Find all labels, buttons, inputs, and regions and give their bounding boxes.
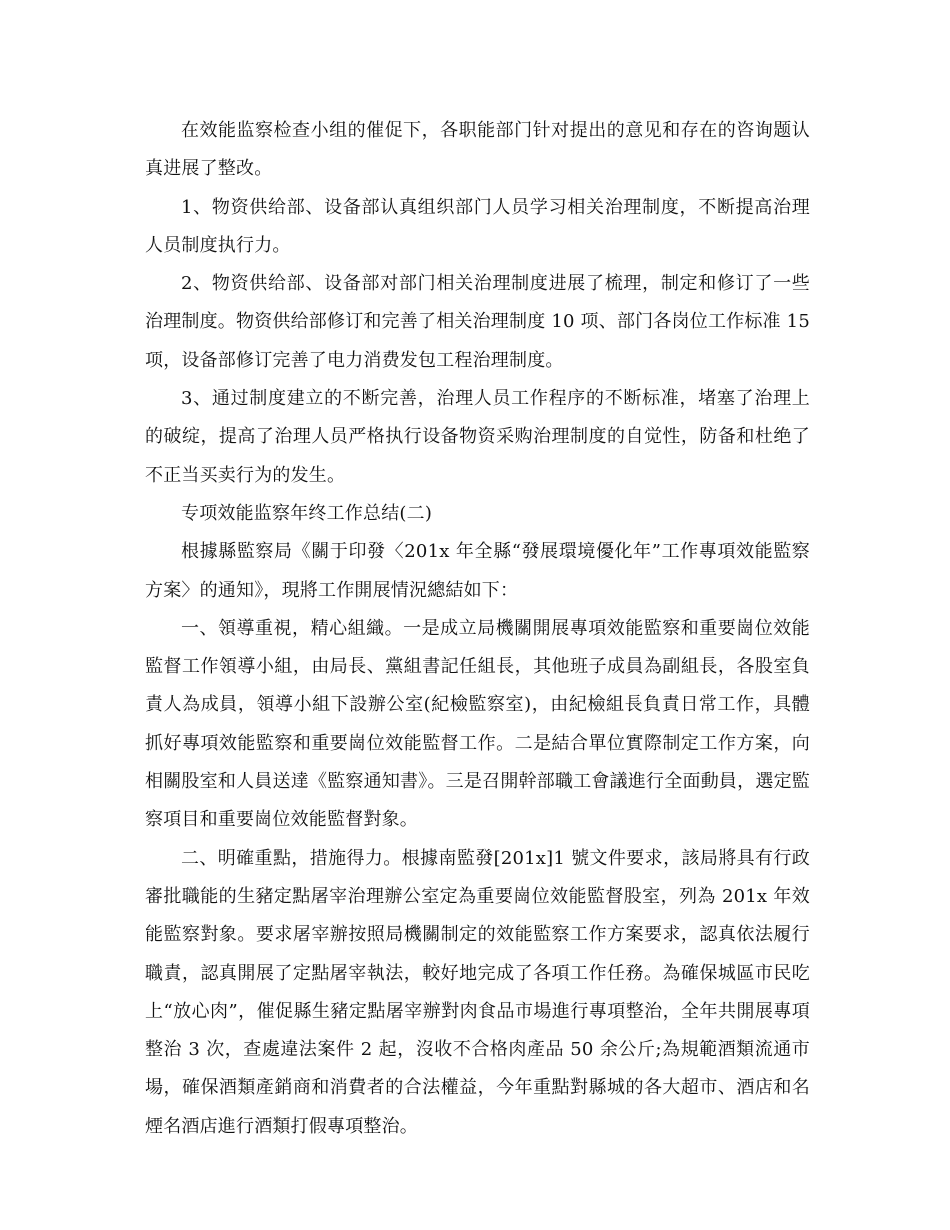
paragraph-leadership: 一、領導重視，精心組織。一是成立局機關開展專項效能監察和重要崗位效能監督工作領導小組，由局長、黨組書記任組長，其他班子成員為副組長，各股室負責人為成員，領導小組下設辦公室(紀檢監察室)，由紀檢組長負責日常工作，具體抓好專項效能監察和重要崗位效能監督工作。二是結合單位實際制定工作方案，向相關股室和人員送達《監察通知書》。三是召開幹部職工會議進行全面動員，選定監察項目和重要崗位效能監督對象。 [145, 617, 810, 831]
paragraph-key-points: 二、明確重點，措施得力。根據南監發[201x]1 號文件要求，該局將具有行政審批職能的生豬定點屠宰治理辦公室定為重要崗位效能監督股室，列為 201x 年效能監察對象。要求屠宰辦按照局機關制定的效能監察工作方案要求，認真依法履行職責，認真開展了定點屠宰執法，較好地完成了各項工作任務。為確保城區市民吃上“放心肉”，催促縣生豬定點屠宰辦對肉食品市場進行專項整治，全年共開展專項整治 3 次，查處違法案件 2 起，沒收不合格肉產品 50 余公斤;為規範酒類流通市場，確保酒類產銷商和消費者的合法權益，今年重點對縣城的各大超市、酒店和名煙名酒店進行酒類打假專項整治。 [145, 847, 810, 1137]
paragraph-rectification-intro: 在效能监察检查小组的催促下，各职能部门针对提出的意见和存在的咨询题认真进展了整改。 [145, 120, 810, 180]
document-body [145, 112, 810, 1146]
section-heading: 专项效能监察年终工作总结(二) [181, 502, 433, 524]
paragraph-intro-notice: 根據縣監察局《關于印發〈201x 年全縣“發展環境優化年”工作專項效能監察方案〉的通知》，現將工作開展情況總結如下： [145, 541, 810, 601]
paragraph-item-3: 3、通过制度建立的不断完善，治理人员工作程序的不断标准，堵塞了治理上的破绽，提高了治理人员严格执行设备物资采购治理制度的自觉性，防备和杜绝了不正当买卖行为的发生。 [145, 388, 810, 486]
paragraph-item-1: 1、物资供给部、设备部认真组织部门人员学习相关治理制度，不断提高治理人员制度执行力。 [145, 196, 810, 256]
paragraph-item-2: 2、物资供给部、设备部对部门相关治理制度进展了梳理，制定和修订了一些治理制度。物资供给部修订和完善了相关治理制度 10 项、部门各岗位工作标准 15 项，设备部修订完善了电力消费发包工程治理制度。 [145, 273, 810, 371]
